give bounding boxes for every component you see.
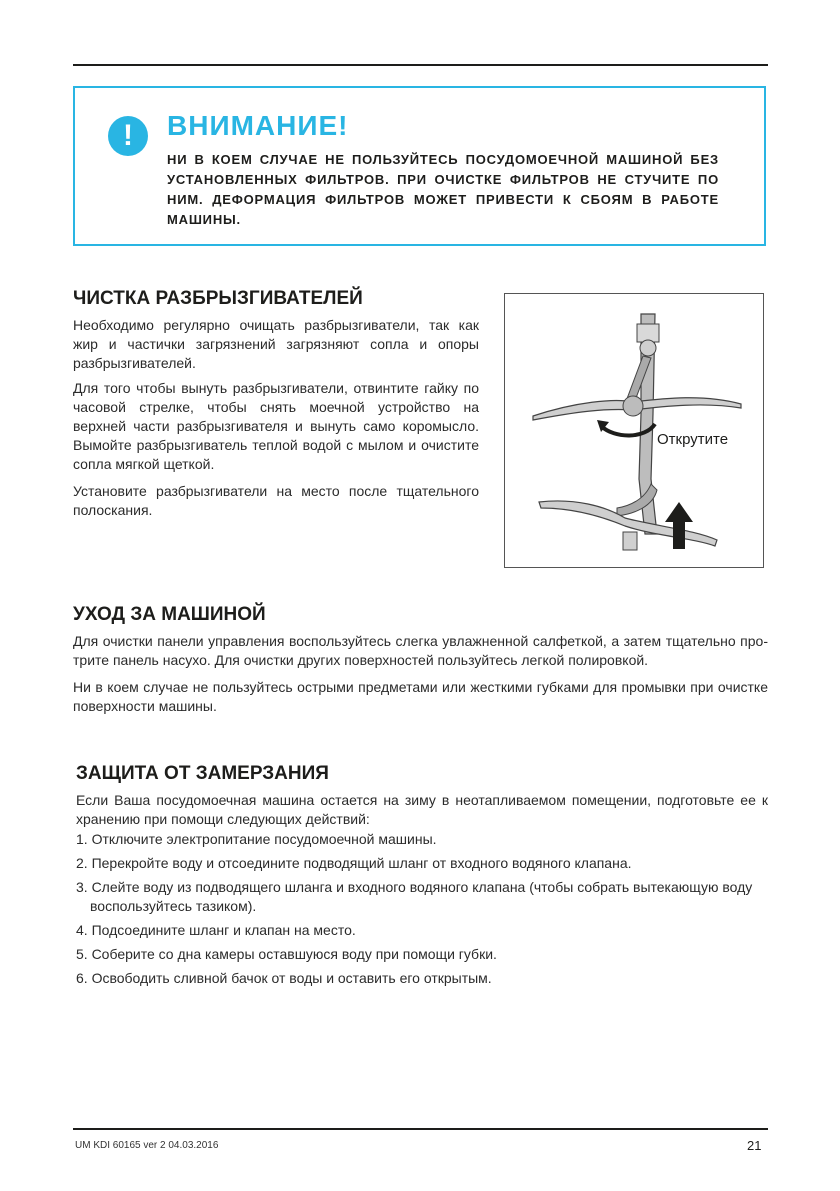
paragraph: Для того чтобы вынуть разбрызгиватели, отвинтите гайку по часовой стрелке, чтобы снять моечной устройство на верхней части разбрызгивателя и вынуть само коромысло. Вымойте разбрызгиватель теплой водой с мылом и очистите сопла мягкой щеткой. xyxy=(73,380,479,472)
section-heading-care: УХОД ЗА МАШИНОЙ xyxy=(73,604,266,625)
exclamation-icon: ! xyxy=(108,116,148,156)
spray-arm-figure xyxy=(504,293,764,568)
warning-box xyxy=(73,86,766,246)
list-item: 2. Перекройте воду и отсоедините подводящий шланг от входного водяного клапана. xyxy=(76,855,632,871)
footer-doc-id: UM KDI 60165 ver 2 04.03.2016 xyxy=(75,1140,219,1151)
bottom-rule xyxy=(73,1128,768,1130)
paragraph: Для очистки панели управления воспользуйтесь слегка увлажненной салфеткой, а затем тщательно протрите панель насухо. Для очистки других поверхностей пользуйтесь легкой полировкой. xyxy=(73,633,768,668)
section-heading-spray-arms: ЧИСТКА РАЗБРЫЗГИВАТЕЛЕЙ xyxy=(73,288,363,309)
warning-text: НИ В КОЕМ СЛУЧАЕ НЕ ПОЛЬЗУЙТЕСЬ ПОСУДОМОЕЧНОЙ МАШИНОЙ БЕЗ УСТАНОВЛЕННЫХ ФИЛЬТРОВ. ПРИ ОЧИСТКЕ ФИЛЬТРОВ НЕ СТУЧИТЕ ПО НИМ. ДЕФОРМАЦИЯ ФИЛЬТРОВ МОЖЕТ ПРИВЕСТИ К СБОЯМ В РАБОТЕ МАШИНЫ. xyxy=(167,152,719,227)
section-heading-freeze-protection: ЗАЩИТА ОТ ЗАМЕРЗАНИЯ xyxy=(76,763,329,784)
list-item: 1. Отключите электропитание посудомоечной машины. xyxy=(76,831,437,847)
top-rule xyxy=(73,64,768,66)
list-item: 5. Соберите со дна камеры оставшуюся воду при помощи губки. xyxy=(76,946,497,962)
paragraph: Необходимо регулярно очищать разбрызгиватели, так как жир и частички загрязнений загрязняют сопла и опоры разбрызгивателей. xyxy=(73,317,479,371)
figure-label-unscrew: Открутите xyxy=(657,431,729,448)
paragraph: Ни в коем случае не пользуйтесь острыми предметами или жесткими губками для промывки при очистке поверхности машины. xyxy=(73,679,768,714)
warning-title: ВНИМАНИЕ! xyxy=(167,110,349,141)
page-number: 21 xyxy=(747,1138,762,1153)
paragraph: Установите разбрызгиватели на место после тщательного полоскания. xyxy=(73,483,479,518)
list-item: 3. Слейте воду из подводящего шланга и входного водяного клапана (чтобы собрать вытекающую воду воспользуйтесь тазиком). xyxy=(76,879,753,914)
list-item: 6. Освободить сливной бачок от воды и оставить его открытым. xyxy=(76,970,492,986)
freeze-steps-list xyxy=(76,830,768,993)
paragraph: Если Ваша посудомоечная машина остается на зиму в неотапливаемом помещении, подготовьте ее к хранению при помощи следующих действий: xyxy=(76,792,768,827)
list-item: 4. Подсоедините шланг и клапан на место. xyxy=(76,922,356,938)
